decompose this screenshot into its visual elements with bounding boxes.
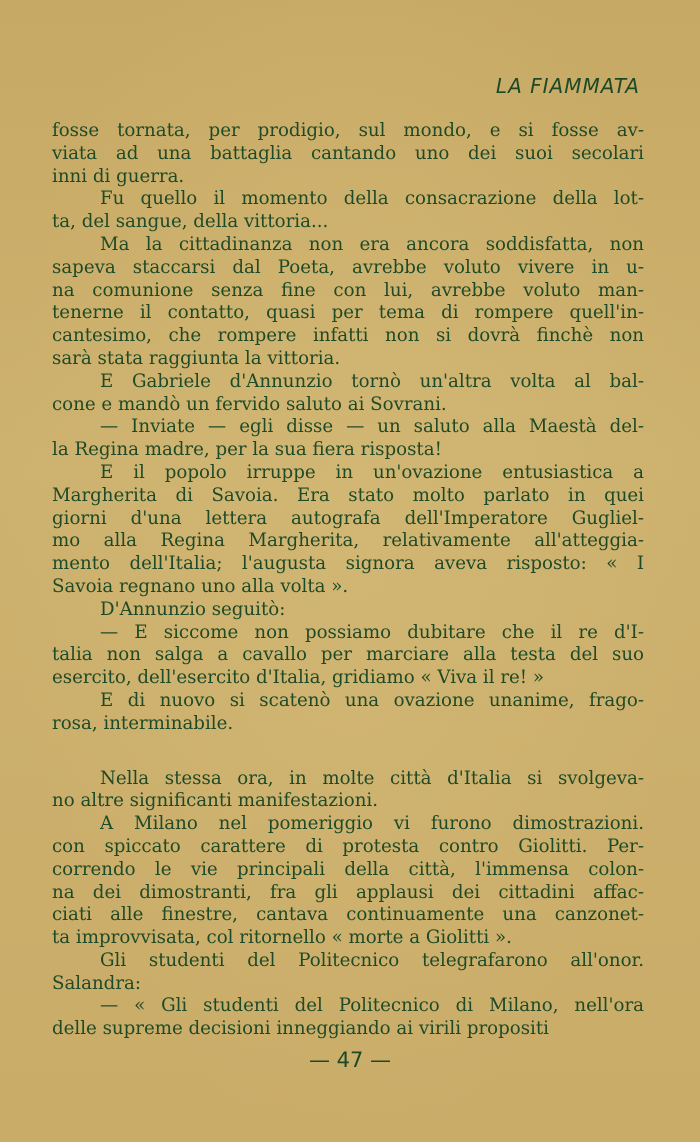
- text-line: cantesimo, che rompere infatti non si dovrà finchè non: [52, 325, 644, 347]
- text-line: sapeva staccarsi dal Poeta, avrebbe voluto vivere in u-: [52, 256, 644, 278]
- paragraph: [52, 416, 644, 462]
- text-line: D'Annunzio seguitò:: [100, 598, 286, 620]
- text-line: na dei dimostranti, fra gli applausi dei cittadini affac-: [52, 881, 644, 903]
- paragraph: [52, 768, 644, 814]
- paragraph: [52, 813, 644, 950]
- paragraph: [52, 371, 644, 417]
- text-line: fosse tornata, per prodigio, sul mondo, e si fosse av-: [52, 120, 644, 141]
- text-line: con spiccato carattere di protesta contro Giolitti. Per-: [52, 835, 644, 857]
- text-line: inni di guerra.: [52, 165, 185, 187]
- text-line: Gli studenti del Politecnico telegrafarono all'onor.: [100, 949, 644, 971]
- paragraph: [52, 690, 644, 736]
- text-line: Salandra:: [52, 972, 141, 994]
- text-line: E di nuovo si scatenò una ovazione unanime, frago-: [100, 689, 644, 711]
- text-line: na comunione senza fine con lui, avrebbe voluto man-: [52, 279, 644, 301]
- text-line: sarà stata raggiunta la vittoria.: [52, 347, 341, 369]
- text-line: cone e mandò un fervido saluto ai Sovrani.: [52, 393, 447, 415]
- text-line: giorni d'una lettera autografa dell'Imperatore Gugliel-: [52, 507, 644, 529]
- text-line: no altre significanti manifestazioni.: [52, 790, 379, 812]
- text-line: Margherita di Savoia. Era stato molto parlato in quei: [52, 484, 644, 506]
- paragraph: [52, 950, 644, 996]
- text-line: — « Gli studenti del Politecnico di Milano, nell'ora: [100, 995, 644, 1017]
- body-text: [52, 120, 644, 1041]
- text-line: E Gabriele d'Annunzio tornò un'altra volta al bal-: [100, 370, 644, 392]
- section-break: [52, 736, 644, 768]
- paragraph: [52, 995, 644, 1041]
- text-line: delle supreme decisioni inneggiando ai virili propositi: [52, 1018, 549, 1040]
- text-line: talia non salga a cavallo per marciare alla testa del suo: [52, 644, 644, 666]
- text-line: mento dell'Italia; l'augusta signora aveva risposto: « I: [52, 553, 644, 575]
- running-title: LA FIAMMATA: [495, 74, 640, 98]
- paragraph: [52, 462, 644, 599]
- page-number: — 47 —: [308, 1048, 392, 1072]
- text-line: ta, del sangue, della vittoria...: [52, 211, 329, 233]
- text-line: esercito, dell'esercito d'Italia, gridiamo « Viva il re! »: [52, 667, 544, 689]
- text-line: Savoia regnano uno alla volta ».: [52, 575, 349, 597]
- paragraph: [52, 599, 644, 622]
- text-line: — Inviate — egli disse — un saluto alla Maestà del-: [100, 416, 644, 438]
- text-line: E il popolo irruppe in un'ovazione entusiastica a: [100, 461, 644, 483]
- paragraph: [52, 622, 644, 690]
- paragraph: [52, 188, 644, 234]
- paragraph: [52, 234, 644, 371]
- text-line: rosa, interminabile.: [52, 712, 234, 734]
- text-line: la Regina madre, per la sua fiera risposta!: [52, 439, 442, 461]
- text-line: — E siccome non possiamo dubitare che il re d'I-: [100, 621, 644, 643]
- text-line: ciati alle finestre, cantava continuamente una canzonet-: [52, 904, 644, 926]
- text-line: mo alla Regina Margherita, relativamente all'atteggia-: [52, 530, 644, 552]
- text-line: Fu quello il momento della consacrazione della lot-: [100, 188, 644, 210]
- paragraph: [52, 120, 644, 188]
- text-line: ta improvvisata, col ritornello « morte a Giolitti ».: [52, 927, 512, 949]
- text-line: Ma la cittadinanza non era ancora soddisfatta, non: [100, 233, 644, 255]
- text-line: tenerne il contatto, quasi per tema di rompere quell'in-: [52, 302, 644, 324]
- text-line: A Milano nel pomeriggio vi furono dimostrazioni.: [100, 813, 644, 835]
- text-line: Nella stessa ora, in molte città d'Italia si svolgeva-: [100, 767, 644, 789]
- text-line: viata ad una battaglia cantando uno dei suoi secolari: [52, 142, 644, 164]
- text-line: correndo le vie principali della città, l'immensa colon-: [52, 858, 644, 880]
